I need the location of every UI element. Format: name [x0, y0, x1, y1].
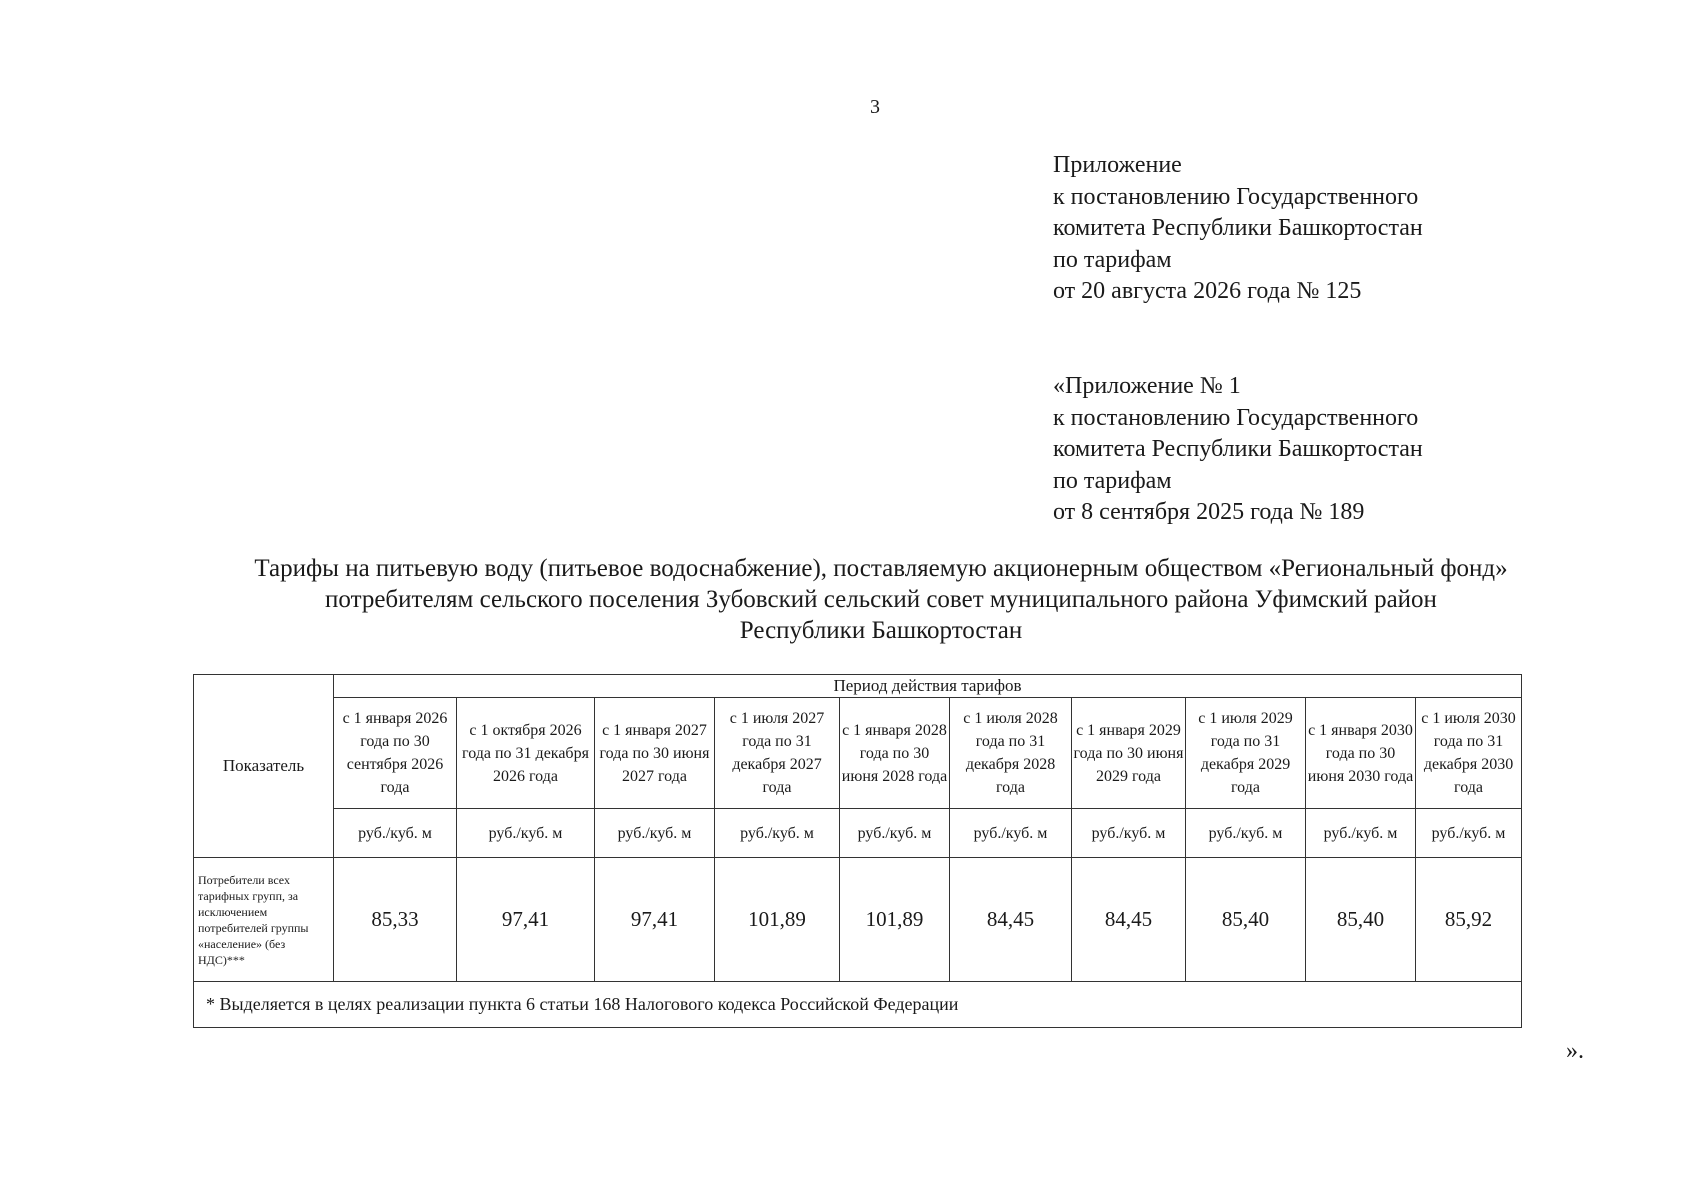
footnote-row: [194, 982, 1522, 1028]
period-cell: с 1 октября 2026 года по 31 декабря 2026 года: [457, 698, 595, 809]
appendix-line: по тарифам: [1053, 246, 1172, 273]
period-cell: с 1 января 2030 года по 30 июня 2030 года: [1306, 698, 1416, 809]
period-cell: с 1 января 2027 года по 30 июня 2027 года: [595, 698, 715, 809]
period-cell: с 1 января 2028 года по 30 июня 2028 года: [840, 698, 950, 809]
appendix-1-line: комитета Республики Башкортостан: [1053, 436, 1423, 462]
tariff-value: 85,92: [1416, 858, 1522, 982]
tariff-value: 85,40: [1306, 858, 1416, 982]
unit-cell: руб./куб. м: [715, 809, 840, 858]
page-number: 3: [870, 96, 880, 118]
footnote: * Выделяется в целях реализации пункта 6 статьи 168 Налогового кодекса Российской Федерации: [194, 982, 1522, 1028]
unit-cell: руб./куб. м: [1186, 809, 1306, 858]
period-cell: с 1 июля 2029 года по 31 декабря 2029 года: [1186, 698, 1306, 809]
period-cell: с 1 июля 2028 года по 31 декабря 2028 года: [950, 698, 1072, 809]
period-cell: с 1 января 2029 года по 30 июня 2029 года: [1072, 698, 1186, 809]
tariff-value: 85,40: [1186, 858, 1306, 982]
appendix-line: комитета Республики Башкортостан: [1053, 215, 1423, 241]
tariff-value: 97,41: [457, 858, 595, 982]
unit-cell: руб./куб. м: [950, 809, 1072, 858]
tariff-value: 84,45: [1072, 858, 1186, 982]
appendix-line: от 20 августа 2026 года № 125: [1053, 278, 1362, 304]
appendix-1-line: по тарифам: [1053, 467, 1172, 494]
indicator-header: Показатель: [194, 675, 334, 858]
period-cell: с 1 января 2026 года по 30 сентября 2026 года: [334, 698, 457, 809]
period-cell: с 1 июля 2027 года по 31 декабря 2027 года: [715, 698, 840, 809]
tariff-value: 101,89: [840, 858, 950, 982]
tariff-value: 97,41: [595, 858, 715, 982]
unit-cell: руб./куб. м: [1306, 809, 1416, 858]
title-line: Республики Башкортостан: [739, 617, 1023, 644]
unit-cell: руб./куб. м: [595, 809, 715, 858]
document-title: [150, 553, 1612, 646]
appendix-block: [1053, 150, 1423, 308]
unit-cell: руб./куб. м: [1072, 809, 1186, 858]
period-cell: с 1 июля 2030 года по 31 декабря 2030 года: [1416, 698, 1522, 809]
unit-cell: руб./куб. м: [1416, 809, 1522, 858]
appendix-1-block: [1053, 371, 1423, 529]
appendix-1-line: к постановлению Государственного: [1053, 404, 1419, 431]
title-line: потребителям сельского поселения Зубовский сельский совет муниципального района Уфимский район: [325, 586, 1437, 613]
tariff-table: [193, 674, 1522, 1028]
title-line: Тарифы на питьевую воду (питьевое водоснабжение), поставляемую акционерным обществом «Региональный фонд»: [254, 555, 1508, 582]
tariff-value: 84,45: [950, 858, 1072, 982]
tariff-value: 85,33: [334, 858, 457, 982]
tariff-value: 101,89: [715, 858, 840, 982]
unit-cell: руб./куб. м: [457, 809, 595, 858]
unit-cell: руб./куб. м: [840, 809, 950, 858]
row-label: Потребители всех тарифных групп, за исключением потребителей группы «население» (без НДС)***: [194, 858, 334, 982]
appendix-1-line: «Приложение № 1: [1053, 373, 1241, 399]
unit-cell: руб./куб. м: [334, 809, 457, 858]
table-row: [194, 858, 1522, 982]
period-header: Период действия тарифов: [334, 675, 1522, 698]
closing-quote: ».: [1566, 1038, 1584, 1064]
appendix-1-line: от 8 сентября 2025 года № 189: [1053, 499, 1365, 525]
appendix-line: к постановлению Государственного: [1053, 183, 1419, 210]
appendix-line: Приложение: [1053, 152, 1182, 178]
